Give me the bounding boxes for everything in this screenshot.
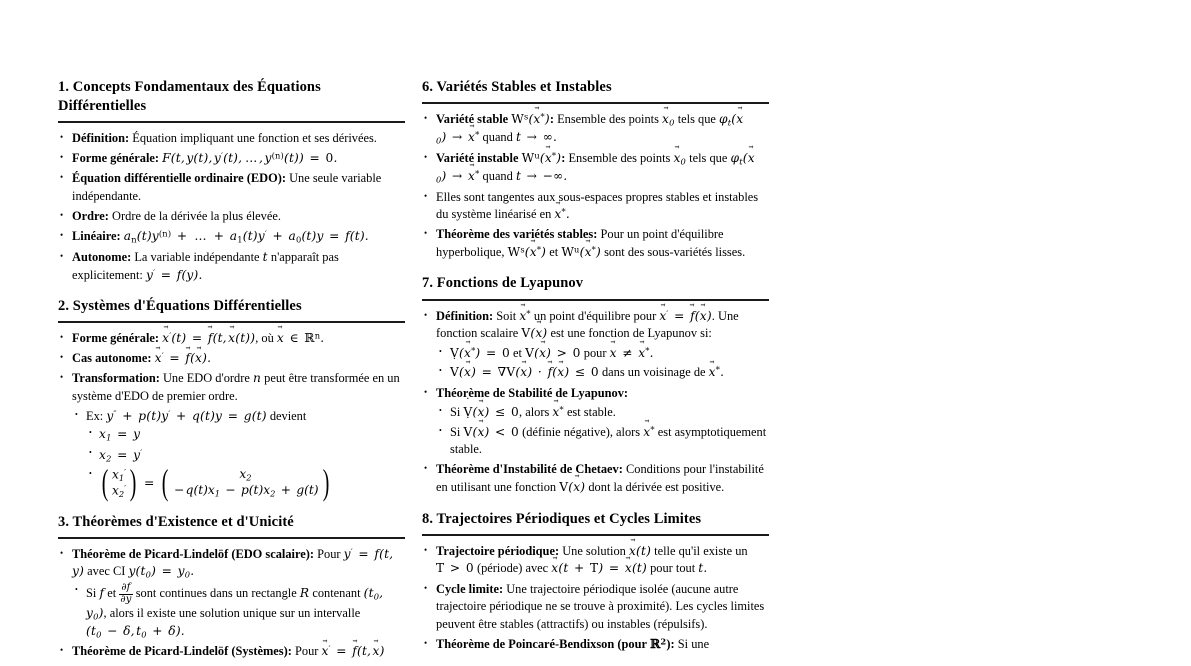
list-item	[422, 636, 769, 654]
formula-flow-limit: $\varphi_t(x \to_0) \to x \to^*$	[436, 151, 755, 183]
list-item	[58, 546, 405, 641]
item-text-2: tels que	[677, 112, 716, 127]
section-8-list	[422, 543, 769, 654]
section-2-heading: 2. Systèmes d'Équations Différentielles	[58, 298, 302, 315]
item-lead: Théorème de Stabilité de Lyapunov:	[436, 385, 629, 400]
section-8-rule	[422, 534, 769, 536]
section-1-rule	[58, 121, 405, 123]
matrix-cell: $x_1'$	[112, 466, 127, 483]
formula-period-positive: T > 0	[436, 561, 474, 576]
item-text-2: peut être transformée en un système d'EDO de premier ordre.	[72, 371, 400, 404]
item-text-3: sont continues dans un rectangle	[135, 586, 297, 601]
variable-t: t	[262, 249, 268, 264]
item-text: Ensemble des points	[568, 150, 671, 165]
section-8-heading: 8. Trajectoires Périodiques et Cycles Limites	[422, 510, 702, 527]
item-text-2: dont la dérivée est positive.	[588, 480, 725, 495]
variable-n: n	[252, 371, 262, 386]
formula-linear: $a_n(t)y^{(n)}$ + … + $a_1(t)y' + a_0(t)y = f(t)$.	[123, 228, 369, 245]
section-7-sublist-2	[436, 404, 769, 459]
left-paren-open: • (	[101, 462, 109, 503]
item-lead: Équation différentielle ordinaire (EDO):	[72, 171, 286, 186]
two-column-layout	[58, 78, 1133, 666]
item-lead: Cas autonome:	[72, 351, 152, 366]
item-text-3: est stable.	[566, 405, 616, 420]
variable-R: R	[299, 586, 310, 601]
item-lead: Définition:	[72, 131, 130, 146]
section-2-subsublist	[86, 426, 405, 503]
item-lead: Forme générale:	[72, 151, 160, 166]
item-lead: Théorème des variétés stables:	[436, 227, 598, 242]
formula-V: V(x →)	[559, 480, 585, 494]
item-text-2: telle qu'il existe un	[654, 543, 748, 558]
item-text: et	[513, 345, 522, 360]
item-lead: Linéaire:	[72, 229, 121, 244]
formula-periodicity: x →(t + T) = x →(t)	[551, 561, 647, 575]
item-text-4: est une fonction de Lyapunov si:	[550, 326, 712, 341]
item-lead: Définition:	[436, 308, 494, 323]
formula-t-to-neg-infinity: t → −∞.	[515, 168, 568, 183]
right-paren-open: (	[162, 462, 169, 503]
formula-autonomous-system: x →′ = f →(x →).	[155, 351, 212, 365]
variable-t: t.	[698, 561, 708, 576]
item-lead-close: ):	[666, 636, 675, 651]
item-text: Si	[450, 424, 461, 439]
item-lead: Ordre:	[72, 209, 109, 224]
item-text-5: , alors il existe une solution unique sur un intervalle	[103, 605, 361, 620]
section-3-heading: 3. Théorèmes d'Existence et d'Unicité	[58, 513, 294, 530]
list-item	[422, 226, 769, 261]
item-lead: Théorème d'Instabilité de Chetaev:	[436, 462, 623, 477]
item-text: Une trajectoire périodique isolée (aucune autre trajectoire périodique ne se trouve à proximité). Les cycles limites peuvent être stables (attractifs) ou instables (répulsifs).	[436, 581, 765, 631]
item-text-3: quand	[482, 168, 513, 183]
item-text-2: tels que	[689, 150, 728, 165]
item-text-4: contenant	[312, 586, 361, 601]
formula-x0: $x \to_0$	[662, 112, 675, 126]
list-item	[422, 543, 769, 578]
list-item	[86, 462, 405, 503]
item-text-2: devient	[269, 408, 307, 423]
formula-x0: $x \to_0$	[673, 151, 686, 165]
item-text-2: pour	[583, 345, 607, 360]
section-7	[422, 274, 769, 496]
section-1-list	[58, 130, 405, 284]
list-item	[436, 345, 769, 363]
item-text: Ensemble des points	[557, 112, 659, 127]
matrix-cell: $x_2$	[239, 467, 252, 483]
list-item	[422, 111, 769, 147]
item-text: Soit	[496, 308, 517, 323]
item-text-2: avec CI	[87, 564, 126, 579]
section-6-rule	[422, 102, 769, 104]
item-text-3: est asymptotiquement stable.	[450, 424, 767, 457]
section-6	[422, 78, 769, 261]
item-text-2: n'apparaît pas explicitement:	[72, 249, 339, 282]
list-item	[58, 228, 405, 246]
item-lead: Théorème de Picard-Lindelöf (Systèmes):	[72, 644, 292, 659]
list-item	[436, 424, 769, 459]
item-text: Conditions pour l'instabilité en utilisant une fonction	[436, 462, 764, 495]
item-text: Une seule variable indépendante.	[72, 171, 382, 204]
item-text: dans un voisinage de	[601, 365, 706, 380]
formula-unstable-manifold: $W^u(x \to^*)$	[522, 151, 562, 165]
list-item	[58, 370, 405, 503]
item-text-2: un point d'équilibre pour	[533, 308, 657, 323]
item-lead: Variété stable	[436, 112, 509, 127]
matrix-left-column	[111, 467, 127, 500]
item-lead-colon: :	[561, 150, 566, 165]
formula-autonomous: y′ = f(y).	[146, 267, 203, 282]
equals-sign: =	[144, 475, 155, 491]
item-lead-colon: :	[549, 112, 554, 127]
list-item	[422, 189, 769, 224]
item-text: Une EDO d'ordre	[162, 371, 250, 386]
section-7-sublist-1	[436, 345, 769, 382]
item-lead: Variété instable	[436, 150, 519, 165]
item-text: Si	[86, 586, 97, 601]
formula-V: V(x →)	[521, 326, 547, 340]
section-7-list	[422, 308, 769, 497]
formula-stable-manifold: $W^s(x \to^*)$	[511, 112, 550, 126]
list-item	[58, 170, 405, 205]
item-text-2: et	[549, 244, 559, 259]
item-lead: Autonome:	[72, 249, 132, 264]
formula-ws: $W^s(x \to^*)$	[508, 245, 547, 259]
list-item	[72, 408, 405, 503]
section-3-list	[58, 546, 405, 661]
list-item	[436, 364, 769, 382]
item-text: , où	[255, 331, 274, 346]
right-column	[422, 78, 769, 666]
section-7-heading: 7. Fonctions de Lyapunov	[422, 275, 584, 292]
section-3-rule	[58, 537, 405, 539]
formula-xstar: x →*.	[554, 207, 570, 221]
formula-xstar: x →*	[519, 309, 530, 323]
formula-system-ode: x →′ = f →(t, x →)	[322, 644, 385, 658]
item-text: Ex:	[86, 408, 104, 423]
formula-partial-derivative: $\frac{\partial f}{\partial y}$	[120, 582, 132, 605]
left-paren-close: )	[129, 462, 137, 503]
section-6-heading: 6. Variétés Stables et Instables	[422, 79, 612, 95]
item-text: Une solution	[562, 543, 626, 558]
list-item	[86, 426, 405, 444]
variable-f: f	[99, 586, 105, 601]
item-text: Elles sont tangentes aux sous-espaces propres stables et instables du système linéarisé en	[436, 189, 759, 222]
list-item	[58, 249, 405, 284]
formula-domain: x → ∈ ℝ$^n$.	[277, 331, 324, 345]
item-text: Si une	[677, 636, 710, 651]
item-lead: Forme générale:	[72, 331, 160, 346]
formula-V-positive-definite: V(x →*) = 0	[450, 346, 510, 360]
formula-xstar: x →*.	[709, 365, 725, 379]
item-text: Pour un point d'équilibre hyperbolique,	[436, 227, 724, 259]
formula-xt: x →(t)	[629, 544, 651, 558]
item-text-4: pour tout	[650, 561, 696, 576]
formula-xstar: x →*	[643, 425, 654, 439]
item-lead: Transformation:	[72, 371, 160, 386]
formula-Vdot-le-zero: V ˙(x →) ≤ 0	[463, 405, 519, 419]
matrix-cell: − $q(t)x_1 - p(t)x_2 + g(t)$	[173, 483, 319, 499]
list-item	[58, 208, 405, 226]
section-1	[58, 78, 405, 284]
list-item	[422, 308, 769, 382]
matrix-cell: $x_2'$	[112, 483, 127, 499]
formula-initial-point: ($t_0$, $y_0$)	[86, 586, 385, 622]
list-item	[58, 150, 405, 168]
section-6-list	[422, 111, 769, 261]
list-item	[422, 385, 769, 459]
item-text-3: sont des sous-variétés lisses.	[604, 244, 746, 259]
section-2-list	[58, 330, 405, 503]
item-text: Ordre de la dérivée la plus élevée.	[112, 209, 281, 224]
list-item	[436, 404, 769, 422]
item-lead: Théorème de Poincaré-Bendixson (pour	[436, 636, 647, 651]
formula-t-to-infinity: t → ∞.	[515, 130, 558, 145]
formula-x-neq-xstar: x → ≠ x →*.	[610, 346, 654, 360]
formula-scalar-ode: y′ = f(t, y)	[72, 546, 395, 579]
section-3-sublist	[72, 583, 405, 641]
formula-Vdot-lt-zero: V ˙(x →) < 0	[463, 425, 519, 439]
formula-Vdot-gradient: V ˙(x →) = ∇V(x →) · f →(x →) ≤ 0	[450, 365, 599, 379]
matrix-right-column	[171, 467, 319, 499]
section-3	[58, 513, 405, 662]
formula-xstar: x →*	[552, 405, 563, 419]
list-item	[58, 330, 405, 348]
item-text: Équation impliquant une fonction et ses dérivées.	[132, 131, 377, 146]
formula-second-order: y″ + p(t)y′ + q(t)y = g(t)	[106, 408, 267, 423]
formula-general-form: F(t, y(t), y′(t), … , $y^{(n)}(t)) = 0$.	[162, 150, 338, 166]
right-paren-close: )	[322, 462, 329, 503]
formula-flow-limit: $\varphi_t(x \to_0) \to x \to^*$	[436, 112, 743, 144]
formula-wu: $W^u(x \to^*)$	[561, 245, 601, 259]
item-text-3: quand	[482, 130, 513, 145]
formula-x2: $x_2 = y'$	[99, 447, 143, 464]
item-text-2: , alors	[519, 405, 550, 420]
item-text: La variable indépendante	[134, 249, 260, 264]
formula-autonomous-system: x →′ = f →(x →)	[659, 309, 711, 323]
item-lead: Cycle limite:	[436, 581, 504, 596]
item-text-2: et	[107, 586, 117, 601]
item-lead: Théorème de Picard-Lindelöf (EDO scalaire):	[72, 546, 315, 561]
section-2-sublist	[72, 408, 405, 503]
list-item	[58, 643, 405, 661]
left-column	[58, 78, 405, 666]
list-item	[422, 581, 769, 634]
list-item	[72, 583, 405, 641]
formula-V-gt-zero: V(x →) > 0	[525, 346, 581, 360]
formula-system-general: x →′(t) = f →(t, x →(t))	[162, 331, 255, 345]
list-item	[58, 130, 405, 148]
list-item	[422, 150, 769, 186]
section-1-heading: 1. Concepts Fondamentaux des Équations Différentielles	[58, 79, 321, 115]
formula-x1: $x_1 = y$	[99, 427, 141, 443]
item-text: Si	[450, 405, 461, 420]
formula-interval: ($t_0 - \delta$, $t_0 + \delta$).	[86, 623, 185, 640]
list-item	[422, 461, 769, 496]
item-text: Pour	[295, 644, 319, 659]
section-8	[422, 510, 769, 654]
item-text: Pour	[317, 546, 341, 561]
formula-R2: ℝ$^2$	[650, 636, 667, 651]
item-lead: Trajectoire périodique:	[436, 543, 560, 558]
item-text-2: (définie négative), alors	[522, 424, 641, 439]
item-text-3: . Une fonction scalaire	[436, 308, 739, 341]
section-2	[58, 297, 405, 503]
formula-matrix-system	[99, 462, 332, 503]
formula-initial-condition: $y(t_0) = y_0$.	[128, 564, 195, 580]
item-text-3: (période) avec	[476, 561, 549, 576]
section-7-rule	[422, 299, 769, 301]
list-item	[58, 350, 405, 368]
